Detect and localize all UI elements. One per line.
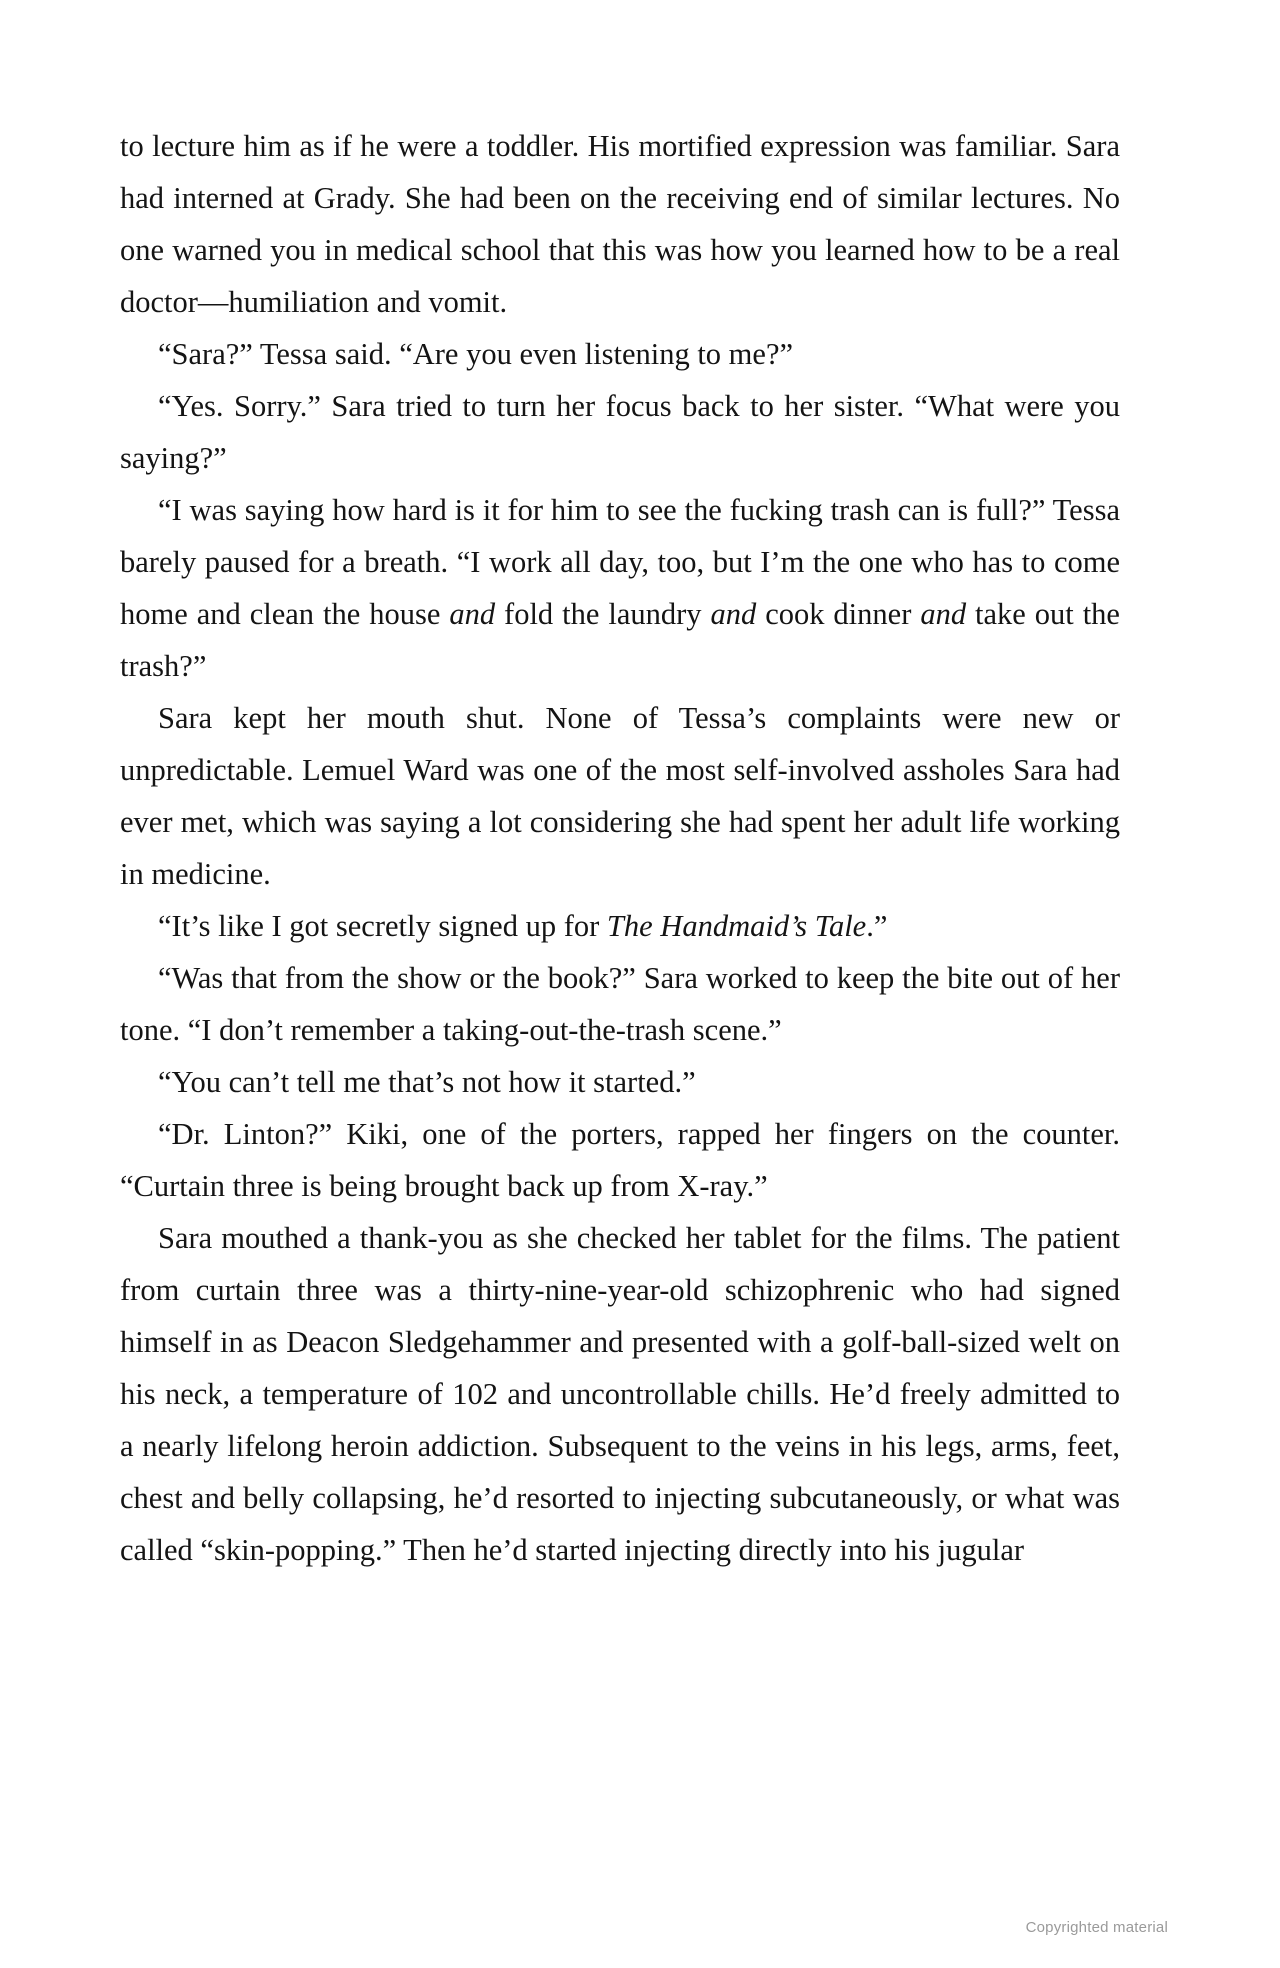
text-run: to lecture him as if he were a toddler. His mortified expression was familiar. Sara had interned at Grady. She had been on the receiving end of similar lectures. No one warned you in medical school that this was how you learned how to be a real doctor—humiliation and vomit. bbox=[120, 129, 1120, 319]
text-run: cook dinner bbox=[756, 597, 921, 631]
paragraph bbox=[120, 900, 1120, 952]
italic-text-run: and bbox=[710, 597, 757, 631]
text-run: take out the trash?” bbox=[120, 597, 1120, 683]
paragraph bbox=[120, 1212, 1120, 1576]
italic-text-run: and bbox=[920, 597, 967, 631]
text-run: “I was saying how hard is it for him to see the fucking trash can is full?” Tessa barely paused for a breath. “I work all day, too, but I’m the one who has to come home and clean the house bbox=[120, 493, 1120, 631]
copyright-notice: Copyrighted material bbox=[1025, 1919, 1168, 1936]
paragraph bbox=[120, 484, 1120, 692]
text-run: “Yes. Sorry.” Sara tried to turn her focus back to her sister. “What were you saying?” bbox=[120, 389, 1120, 475]
text-run: Sara kept her mouth shut. None of Tessa’s complaints were new or unpredictable. Lemuel Ward was one of the most self-involved assholes Sara had ever met, which was saying a lot considering she had spent her adult life working in medicine. bbox=[120, 701, 1120, 891]
text-run: “Dr. Linton?” Kiki, one of the porters, rapped her fingers on the counter. “Curtain three is being brought back up from X-ray.” bbox=[120, 1117, 1120, 1203]
paragraph bbox=[120, 1108, 1120, 1212]
text-run: “Was that from the show or the book?” Sara worked to keep the bite out of her tone. “I don’t remember a taking-out-the-trash scene.” bbox=[120, 961, 1120, 1047]
paragraph bbox=[120, 952, 1120, 1056]
page-body-text bbox=[120, 120, 1120, 1576]
paragraph bbox=[120, 692, 1120, 900]
text-run: Sara mouthed a thank-you as she checked her tablet for the films. The patient from curtain three was a thirty-nine-year-old schizophrenic who had signed himself in as Deacon Sledgehammer and presented with a golf-ball-sized welt on his neck, a temperature of 102 and uncontrollable chills. He’d freely admitted to a nearly lifelong heroin addiction. Subsequent to the veins in his legs, arms, feet, chest and belly collapsing, he’d resorted to injecting subcutaneously, or what was called “skin-popping.” Then he’d started injecting directly into his jugular bbox=[120, 1221, 1120, 1567]
paragraph bbox=[120, 328, 1120, 380]
text-run: fold the laundry bbox=[495, 597, 711, 631]
italic-text-run: and bbox=[449, 597, 496, 631]
text-run: “Sara?” Tessa said. “Are you even listening to me?” bbox=[158, 337, 794, 371]
paragraph bbox=[120, 120, 1120, 328]
text-run: “You can’t tell me that’s not how it started.” bbox=[158, 1065, 696, 1099]
paragraph bbox=[120, 1056, 1120, 1108]
text-run: “It’s like I got secretly signed up for bbox=[158, 909, 607, 943]
text-run: .” bbox=[866, 909, 888, 943]
italic-text-run: The Handmaid’s Tale bbox=[606, 909, 867, 943]
paragraph bbox=[120, 380, 1120, 484]
